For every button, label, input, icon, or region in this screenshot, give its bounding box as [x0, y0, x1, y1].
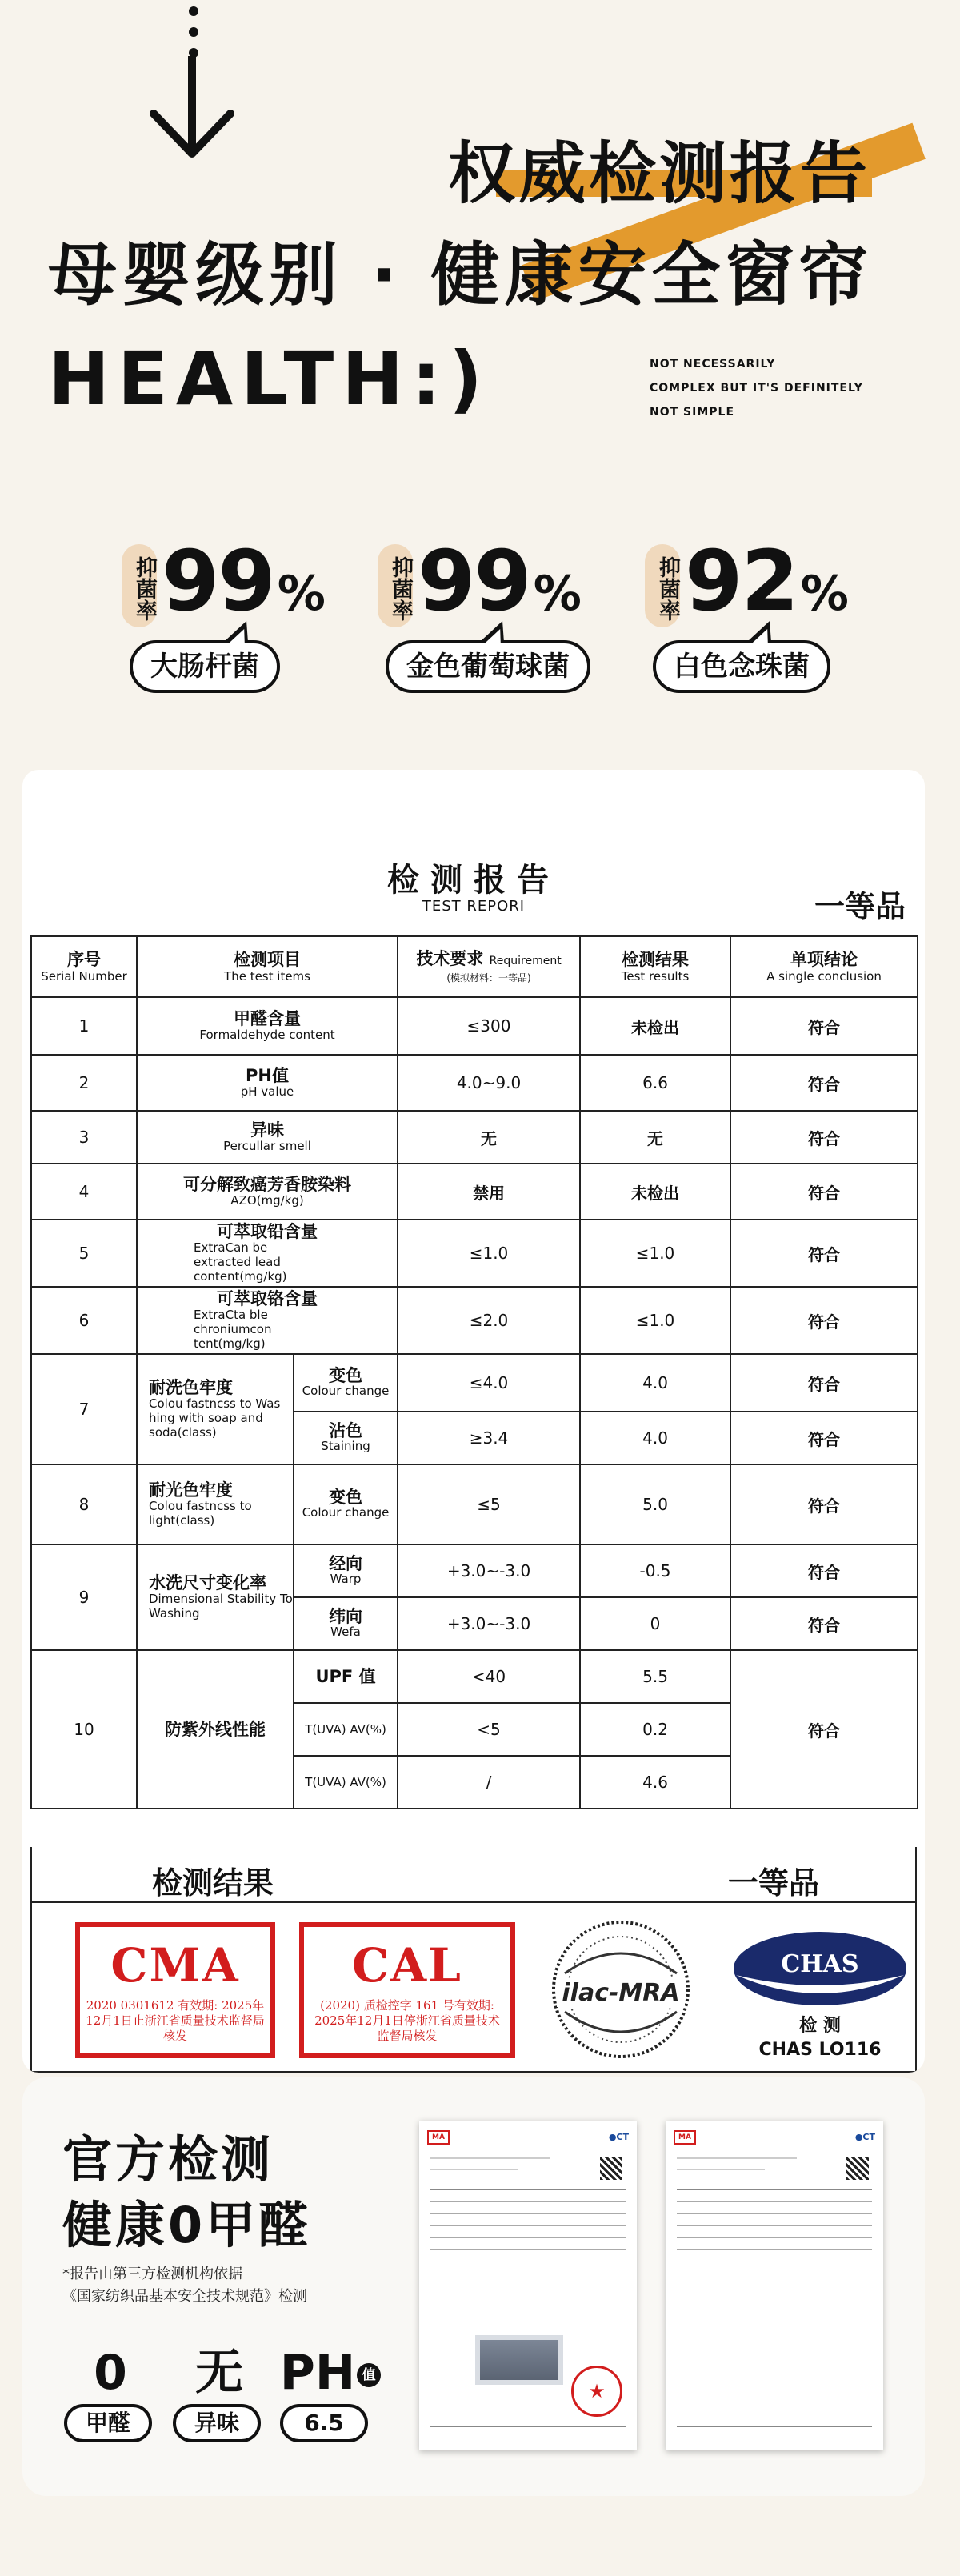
row-item: 可萃取铬含量 ExtraCta ble chroniumcon tent(mg/kg): [137, 1287, 398, 1354]
table-header-row: [31, 936, 918, 997]
row-conclusion: 符合: [730, 1287, 918, 1354]
qr-code-icon: [846, 2157, 869, 2180]
cal-logo-icon: CAL: [352, 1938, 462, 1993]
tagline: [650, 352, 863, 424]
report-document-thumbnail: [419, 2121, 637, 2450]
table-row: [31, 1111, 918, 1164]
table-row: [31, 1220, 918, 1287]
stat-label: 白色念珠菌: [653, 640, 830, 693]
row-conclusion: 符合: [730, 1464, 918, 1544]
table-row: [31, 1287, 918, 1354]
row-result: 无: [580, 1111, 730, 1164]
row-serial: 4: [31, 1164, 137, 1220]
note-line: *报告由第三方检测机构依据: [62, 2266, 242, 2282]
row-subitem: 纬向 Wefa: [294, 1597, 398, 1650]
cma-mini-icon: MA: [427, 2130, 450, 2145]
table-row: [31, 1544, 918, 1597]
badge-odor: [171, 2345, 267, 2457]
note-line: 《国家纺织品基本安全技术规范》检测: [62, 2288, 307, 2305]
report-subtitle: TEST REPORI: [422, 898, 526, 915]
report-document-thumbnail: [666, 2121, 883, 2450]
row-subitem: T(UVA) AV(%): [294, 1703, 398, 1756]
fabric-sample-image: [475, 2335, 563, 2385]
row-serial: 10: [31, 1650, 137, 1809]
seal-stamp-icon: ★: [571, 2366, 622, 2417]
table-row: [31, 1164, 918, 1220]
report-title: 检测报告: [387, 862, 560, 899]
antibacterial-stats: [0, 528, 960, 712]
row-requirement: 4.0~9.0: [398, 1055, 580, 1111]
row-item: 可分解致癌芳香胺染料 AZO(mg/kg): [137, 1164, 398, 1220]
row-serial: 7: [31, 1354, 137, 1464]
row-item: 可萃取铅含量 ExtraCan be extracted lead content(mg/kg): [137, 1220, 398, 1287]
row-conclusion: 符合: [730, 1544, 918, 1597]
table-row: [31, 1650, 918, 1703]
row-result: 4.0: [580, 1412, 730, 1464]
stat-value: 99%: [162, 532, 324, 630]
stat-candida: [645, 528, 901, 704]
row-conclusion: 符合: [730, 1055, 918, 1111]
row-result: 6.6: [580, 1055, 730, 1111]
official-testing-card: [22, 2077, 925, 2496]
row-result: 5.5: [580, 1650, 730, 1703]
svg-text:CHAS: CHAS: [781, 1950, 859, 1978]
page-title: 权威检测报告: [448, 134, 871, 213]
svg-text:ilac-MRA: ilac-MRA: [562, 1979, 680, 2007]
row-result: 未检出: [580, 997, 730, 1055]
row-serial: 8: [31, 1464, 137, 1544]
row-requirement: ≤5: [398, 1464, 580, 1544]
down-arrow-icon: [144, 56, 240, 168]
result-label: 检测结果: [152, 1865, 274, 1901]
row-requirement: <40: [398, 1650, 580, 1703]
header-requirement: 技术要求 Requirement (模拟材料：一等品): [398, 936, 580, 997]
row-conclusion: 符合: [730, 1111, 918, 1164]
official-title: [62, 2127, 311, 2258]
official-note: [62, 2263, 307, 2308]
stat-tag: 抑菌率: [122, 544, 157, 627]
row-requirement: +3.0~-3.0: [398, 1597, 580, 1650]
result-grade: 一等品: [727, 1865, 819, 1901]
ilac-mra-logo-icon: [549, 1917, 693, 2061]
row-subitem: T(UVA) AV(%): [294, 1756, 398, 1809]
stat-label: 金色葡萄球菌: [386, 640, 590, 693]
cma-mini-icon: MA: [674, 2130, 696, 2145]
row-result: ≤1.0: [580, 1220, 730, 1287]
row-result: 未检出: [580, 1164, 730, 1220]
row-result: 4.6: [580, 1756, 730, 1809]
table-row: [31, 1464, 918, 1544]
row-result: -0.5: [580, 1544, 730, 1597]
hero-section: [0, 0, 960, 512]
row-result: 0.2: [580, 1703, 730, 1756]
tagline-line: COMPLEX BUT IT'S DEFINITELY: [650, 382, 863, 395]
stat-label: 大肠杆菌: [130, 640, 280, 693]
page-subtitle: 母婴级别 · 健康安全窗帘: [48, 235, 873, 315]
row-result: ≤1.0: [580, 1287, 730, 1354]
row-subitem: 经向 Warp: [294, 1544, 398, 1597]
badge-value: 无: [195, 2345, 243, 2401]
row-serial: 1: [31, 997, 137, 1055]
row-requirement: ≥3.4: [398, 1412, 580, 1464]
tagline-line: NOT NECESSARILY: [650, 358, 776, 371]
table-row: [31, 1354, 918, 1412]
stat-ecoli: [122, 528, 378, 704]
row-item: 水洗尺寸变化率 Dimensional Stability To Washing: [137, 1544, 294, 1650]
header-conclusion: 单项结论 A single conclusion: [730, 936, 918, 997]
badge-label: 甲醛: [64, 2404, 152, 2442]
cal-cert: [299, 1922, 515, 2058]
row-serial: 6: [31, 1287, 137, 1354]
official-title-line: 官方检测: [62, 2130, 274, 2189]
badge-label: 异味: [173, 2404, 261, 2442]
row-result: 0: [580, 1597, 730, 1650]
health-heading: HEALTH:): [48, 336, 491, 422]
row-conclusion: 符合: [730, 1650, 918, 1809]
row-requirement: /: [398, 1756, 580, 1809]
row-item: 耐光色牢度 Colou fastncss to light(class): [137, 1464, 294, 1544]
official-title-line: 健康0甲醛: [62, 2196, 312, 2254]
qr-code-icon: [600, 2157, 622, 2180]
table-row: [31, 997, 918, 1055]
chas-logo-icon: [728, 1922, 912, 2066]
row-conclusion: 符合: [730, 997, 918, 1055]
row-conclusion: 符合: [730, 1220, 918, 1287]
row-requirement: <5: [398, 1703, 580, 1756]
row-requirement: ≤1.0: [398, 1220, 580, 1287]
report-table: [30, 935, 918, 1809]
badge-formaldehyde: [62, 2345, 158, 2457]
row-serial: 9: [31, 1544, 137, 1650]
row-conclusion: 符合: [730, 1164, 918, 1220]
lab-logo-icon: ●CT: [608, 2132, 629, 2142]
row-result: 5.0: [580, 1464, 730, 1544]
row-serial: 5: [31, 1220, 137, 1287]
row-serial: 2: [31, 1055, 137, 1111]
badge-label: 6.5: [280, 2404, 368, 2442]
row-requirement: 无: [398, 1111, 580, 1164]
row-item: PH值 pH value: [137, 1055, 398, 1111]
header-result: 检测结果 Test results: [580, 936, 730, 997]
row-item: 防紫外线性能: [137, 1650, 294, 1809]
svg-text:检 测: 检 测: [799, 2016, 841, 2036]
row-subitem: UPF 值: [294, 1650, 398, 1703]
stat-value: 92%: [685, 532, 847, 630]
row-result: 4.0: [580, 1354, 730, 1412]
tagline-line: NOT SIMPLE: [650, 406, 735, 419]
stat-value: 99%: [418, 532, 580, 630]
test-report: [22, 770, 925, 2073]
result-row: [30, 1847, 917, 1903]
row-requirement: +3.0~-3.0: [398, 1544, 580, 1597]
row-subitem: 沾色 Staining: [294, 1412, 398, 1464]
badge-value: PH 值: [278, 2345, 382, 2401]
row-item: 甲醛含量 Formaldehyde content: [137, 997, 398, 1055]
row-conclusion: 符合: [730, 1354, 918, 1412]
stat-tag: 抑菌率: [645, 544, 680, 627]
table-row: [31, 1055, 918, 1111]
cal-cert-text: (2020) 质检控字 161 号有效期: 2025年12月1日停浙江省质量技术监督局核发: [314, 1998, 500, 2043]
row-requirement: ≤2.0: [398, 1287, 580, 1354]
row-requirement: 禁用: [398, 1164, 580, 1220]
row-serial: 3: [31, 1111, 137, 1164]
stat-tag: 抑菌率: [378, 544, 413, 627]
stat-staph: [378, 528, 634, 704]
row-requirement: ≤300: [398, 997, 580, 1055]
certification-logos: [30, 1903, 917, 2073]
row-item: 异味 Percullar smell: [137, 1111, 398, 1164]
cma-cert-text: 2020 0301612 有效期: 2025年12月1日止浙江省质量技术监督局核发: [86, 1998, 265, 2043]
cma-cert: [75, 1922, 275, 2058]
row-subitem: 变色 Colour change: [294, 1354, 398, 1412]
row-conclusion: 符合: [730, 1597, 918, 1650]
row-subitem: 变色 Colour change: [294, 1464, 398, 1544]
cma-logo-icon: CMA: [110, 1938, 240, 1993]
lab-logo-icon: ●CT: [854, 2132, 875, 2142]
row-conclusion: 符合: [730, 1412, 918, 1464]
header-serial: 序号 Serial Number: [31, 936, 137, 997]
report-grade: 一等品: [814, 889, 906, 924]
row-requirement: ≤4.0: [398, 1354, 580, 1412]
badge-value: 0: [94, 2345, 127, 2401]
header-item: 检测项目 The test items: [137, 936, 398, 997]
badge-ph: [278, 2345, 382, 2457]
svg-text:CHAS LO116: CHAS LO116: [758, 2040, 882, 2060]
row-item: 耐洗色牢度 Colou fastncss to Was hing with soap and soda(class): [137, 1354, 294, 1464]
